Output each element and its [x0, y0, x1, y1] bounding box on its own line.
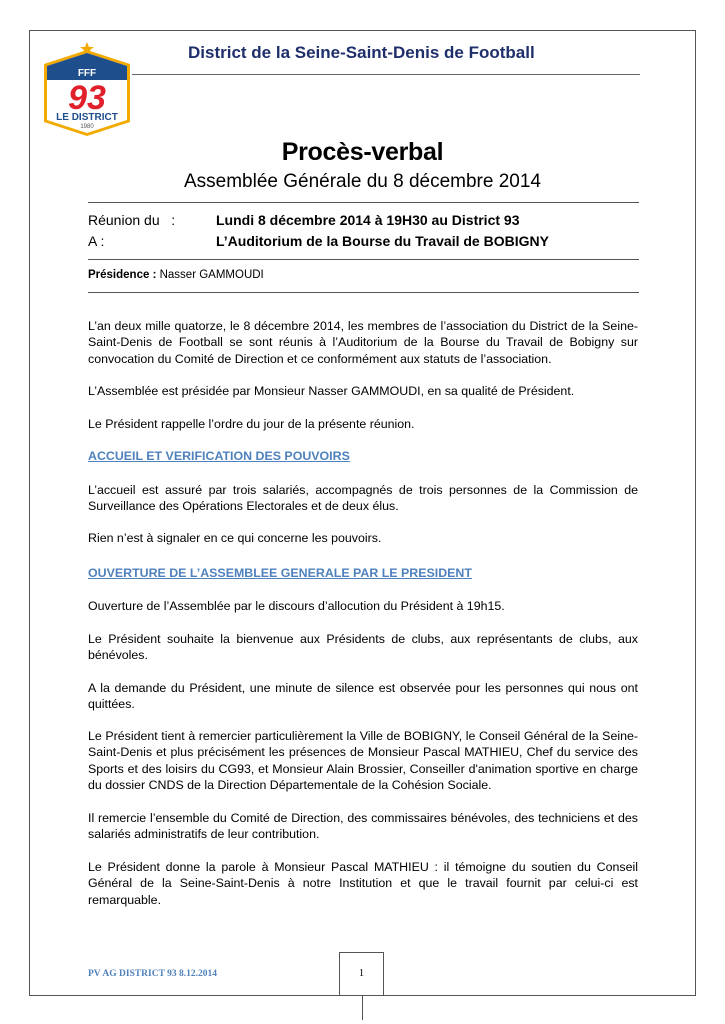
svg-text:93: 93 [68, 79, 106, 117]
organization-name: District de la Seine-Saint-Denis de Football [188, 43, 535, 62]
paragraph: Il remercie l’ensemble du Comité de Direction, des commissaires bénévoles, des techniciens et des salariés administratifs de leur contribution. [88, 811, 638, 842]
paragraph: Le Président tient à remercier particulièrement la Ville de BOBIGNY, le Conseil Général de la Seine-Saint-Denis et plus précisément les présences de Monsieur Pascal MATHIEU, Chef du service des Sports et des loisirs du CG93, et Monsieur Alain Brossier, Conseiller d'animation sportive en charge du dossier CNDS de la Direction Départementale de la Cohésion Sociale. [88, 729, 638, 792]
meeting-place-label: A : [88, 233, 105, 249]
document-title: Procès-verbal [281, 138, 444, 166]
svg-text:LE DISTRICT: LE DISTRICT [56, 112, 118, 123]
presidence [88, 269, 264, 281]
paragraph: Rien n’est à signaler en ce qui concerne les pouvoirs. [88, 531, 382, 545]
section-heading: ACCUEIL ET VERIFICATION DES POUVOIRS [88, 449, 350, 463]
header-divider [132, 74, 640, 75]
document-subtitle: Assemblée Générale du 8 décembre 2014 [183, 171, 541, 192]
page-number: 1 [339, 952, 384, 996]
section-heading: OUVERTURE DE L’ASSEMBLEE GENERALE PAR LE PRESIDENT [88, 566, 472, 580]
paragraph: L’an deux mille quatorze, le 8 décembre 2014, les membres de l’association du District de la Seine-Saint-Denis de Football se sont réunis à l’Auditorium de la Bourse du Travail de Bobigny sur convocation du Comité de Direction et ce conformément aux statuts de l’association. [88, 319, 638, 366]
footer-text: PV AG DISTRICT 93 8.12.2014 [88, 969, 217, 979]
paragraph: Le Président souhaite la bienvenue aux Présidents de clubs, aux représentants de clubs, aux bénévoles. [88, 632, 638, 663]
page-number-connector [362, 995, 363, 1020]
meeting-date-value: Lundi 8 décembre 2014 à 19H30 au District 93 [216, 212, 520, 228]
svg-text:1980: 1980 [80, 124, 94, 130]
paragraph: Ouverture de l’Assemblée par le discours d’allocution du Président à 19h15. [88, 599, 505, 613]
meeting-date-label: Réunion du : [88, 212, 176, 228]
paragraph: L’accueil est assuré par trois salariés, accompagnés de trois personnes de la Commission de Surveillance des Opérations Electorales et de deux élus. [88, 483, 638, 514]
paragraph: L’Assemblée est présidée par Monsieur Nasser GAMMOUDI, en sa qualité de Président. [88, 384, 575, 398]
presidence-label: Présidence : [88, 269, 157, 281]
divider [88, 259, 639, 260]
presidence-value: Nasser GAMMOUDI [156, 269, 264, 281]
svg-text:FFF: FFF [77, 68, 97, 79]
paragraph: Le Président donne la parole à Monsieur Pascal MATHIEU : il témoigne du soutien du Conseil Général de la Seine-Saint-Denis à notre Institution et que le travail fournit par celui-ci est remarquable. [88, 860, 638, 907]
paragraph: Le Président rappelle l’ordre du jour de la présente réunion. [88, 417, 415, 431]
district-93-logo [42, 40, 132, 136]
paragraph: A la demande du Président, une minute de silence est observée pour les personnes qui nous ont quittées. [88, 681, 638, 712]
divider [88, 202, 639, 203]
divider [88, 292, 639, 293]
meeting-place-value: L’Auditorium de la Bourse du Travail de BOBIGNY [216, 233, 549, 249]
